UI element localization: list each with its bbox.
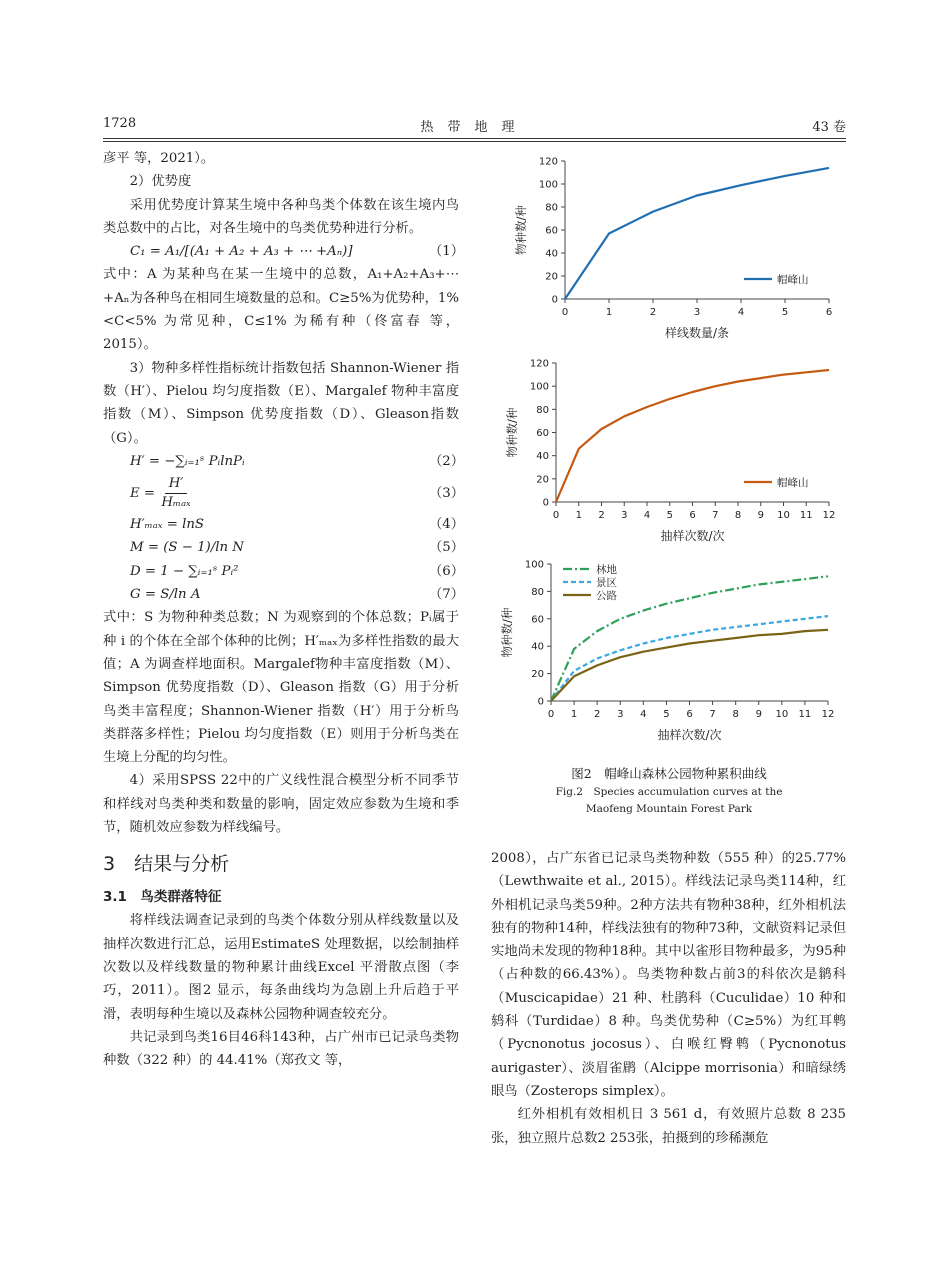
y-tick-label: 0: [542, 497, 549, 509]
y-tick-label: 60: [531, 614, 544, 626]
equation-3-fraction: [161, 475, 190, 512]
x-axis-title: 样线数量/条: [664, 326, 730, 340]
x-tick-label: 12: [821, 709, 835, 720]
equation-1-body: C₁ = A₁/[(A₁ + A₂ + A₃ + ⋯ +Aₙ)]: [130, 244, 353, 260]
y-axis-title: 物种数/种: [505, 407, 519, 458]
figure-caption-en-1: Fig.2 Species accumulation curves at the: [555, 786, 783, 798]
equation-5-body: M = (S − 1)/ln N: [130, 540, 244, 556]
x-tick-label: 5: [663, 709, 670, 720]
y-tick-label: 120: [538, 156, 558, 168]
y-tick-label: 80: [536, 404, 549, 416]
y-tick-label: 100: [538, 179, 558, 191]
equation-5-number: （5）: [429, 540, 465, 556]
x-axis-title: 抽样次数/次: [657, 728, 722, 742]
series-line-景区: [551, 616, 828, 701]
x-tick-label: 8: [732, 709, 739, 720]
equation-5: [103, 536, 465, 559]
chart-habitats: [491, 555, 847, 755]
equation-3: [103, 473, 465, 513]
equation-1: [103, 240, 465, 263]
equation-6: [103, 560, 465, 583]
chart-line-transects: [491, 150, 847, 350]
equation-2: [103, 450, 465, 473]
paragraph-where-1: 式中：A 为某种鸟在某一生境中的总数，A₁+A₂+A₃+⋯+Aₙ为各种鸟在相同生境数量的总和。C≥5%为优势种，1%<C<5% 为常见种，C≤1% 为稀有种（佟富春 等，2015）。: [103, 267, 459, 353]
legend-label: 帽峰山: [777, 477, 809, 489]
y-axis-title: 物种数/种: [514, 205, 528, 255]
x-tick-label: 11: [798, 709, 812, 720]
x-tick-label: 3: [621, 510, 628, 521]
x-tick-label: 6: [825, 307, 833, 318]
x-tick-label: 0: [552, 510, 560, 521]
y-tick-label: 60: [536, 428, 549, 439]
volume-label: 43 卷: [812, 120, 846, 135]
legend-label: 公路: [596, 590, 617, 602]
y-tick-label: 20: [536, 474, 549, 486]
paragraph-where-2: 式中：S 为物种种类总数；N 为观察到的个体总数；Pᵢ属于种 i 的个体在全部个体种的比例；H′ₘₐₓ为多样性指数的最大值；A 为调查样地面积。Margalef物种丰富度指数（M）、Simpson 优势度指数（D）、Gleason 指数（G）用于分析鸟类丰富程度；Shannon-Wiener 指数（H′）用于分析鸟类群落多样性；Pielou 均匀度指数（E）则用于分析鸟类在生境上分配的均匀性。: [103, 610, 459, 766]
equation-3-body: [130, 475, 193, 512]
section-heading-3: 3 结果与分析: [103, 853, 230, 876]
x-tick-label: 9: [755, 709, 762, 720]
paragraph-continued: 彦平 等，2021）。: [103, 151, 215, 166]
right-column: [491, 847, 846, 1150]
paragraph-right-1: 2008），占广东省已记录鸟类物种数（555 种）的25.77%（Lewthwaite et al., 2015）。样线法记录鸟类114种，红外相机记录鸟类59种。2种方法共有物种38种，红外相机法独有的物种14种，样线法独有的物种73种，文献资料记录但实地尚未发现的物种18种。其中以雀形目物种最多，为95种（占种数的66.43%）。鸟类物种数占前3的科依次是鹟科（Muscicapidae）21 种、杜鹃科（Cuculidae）10 种和鸫科（Turdidae）8 种。鸟类优势种（C≥5%）为红耳鹎（Pycnonotus jocosus）、白喉红臀鹎（Pycnonotus aurigaster）、淡眉雀鹛（Alcippe morrisonia）和暗绿绣眼鸟（Zosterops simplex）。: [491, 851, 846, 1099]
y-tick-label: 100: [524, 559, 544, 571]
x-tick-label: 4: [640, 709, 647, 720]
equation-7: [103, 583, 465, 606]
y-tick-label: 20: [531, 669, 544, 681]
x-axis-title: 抽样次数/次: [660, 529, 725, 543]
series-line-公路: [551, 630, 828, 701]
y-tick-label: 40: [545, 248, 558, 260]
series-line-林地: [551, 576, 828, 701]
header-rule: [103, 138, 846, 139]
equation-3-lhs: E =: [130, 485, 156, 501]
x-tick-label: 0: [561, 307, 569, 318]
equation-2-body: H′ = −∑ᵢ₌₁ˢ PᵢlnPᵢ: [130, 453, 245, 469]
y-tick-label: 0: [551, 294, 558, 306]
page-number: 1728: [103, 116, 137, 131]
x-tick-label: 2: [649, 307, 657, 318]
x-tick-label: 3: [693, 307, 701, 318]
x-tick-label: 1: [605, 307, 613, 318]
paragraph-right-2: 红外相机有效相机日 3 561 d，有效照片总数 8 235张，独立照片总数2 253张，拍摄到的珍稀濒危: [491, 1107, 846, 1146]
x-tick-label: 4: [737, 307, 745, 318]
x-tick-label: 2: [598, 510, 605, 521]
paragraph-dominance: 采用优势度计算某生境中各种鸟类个体数在该生境内鸟类总数中的占比，对各生境中的鸟类优势种进行分析。: [103, 197, 459, 236]
x-tick-label: 5: [666, 510, 673, 521]
legend-label: 景区: [596, 577, 617, 589]
x-tick-label: 2: [593, 709, 601, 720]
y-tick-label: 60: [545, 225, 558, 237]
x-tick-label: 0: [547, 709, 555, 720]
left-column: [103, 147, 465, 1072]
equation-2-number: （2）: [429, 453, 465, 469]
journal-title: 热带地理: [420, 120, 529, 135]
x-tick-label: 6: [686, 709, 693, 720]
figure-caption-zh: 图2 帽峰山森林公园物种累积曲线: [571, 766, 767, 781]
x-tick-label: 6: [689, 510, 696, 521]
x-tick-label: 7: [709, 709, 716, 720]
paragraph-results-1: 将样线法调查记录到的鸟类个体数分别从样线数量以及抽样次数进行汇总，运用EstimateS 处理数据，以绘制抽样次数以及样线数量的物种累计曲线Excel 平滑散点图（李巧，2011）。图2 显示，每条曲线均为急剧上升后趋于平滑，表明每种生境以及森林公园物种调查较充分。: [103, 913, 459, 1022]
equation-4: [103, 513, 465, 536]
equation-3-number: （3）: [429, 485, 465, 501]
x-tick-label: 3: [617, 709, 624, 720]
x-tick-label: 5: [781, 307, 789, 318]
x-tick-label: 11: [799, 510, 813, 521]
chart-sampling-times: [491, 350, 847, 550]
y-tick-label: 80: [531, 586, 544, 598]
paragraph-results-2: 共记录到鸟类16目46科143种，占广州市已记录鸟类物种数（322 种）的 44.41%（郑孜文 等，: [103, 1029, 459, 1069]
paragraph-diversity: 3）物种多样性指标统计指数包括 Shannon-Wiener 指数（H′）、Pielou 均匀度指数（E）、Margalef 物种丰富度指数（M）、Simpson 优势度指数（D）、Gleason指数（G）。: [103, 360, 459, 446]
equation-7-number: （7）: [429, 587, 465, 603]
x-tick-label: 12: [822, 510, 836, 521]
equation-4-number: （4）: [429, 517, 465, 533]
x-tick-label: 1: [575, 510, 582, 521]
x-tick-label: 10: [777, 510, 790, 521]
x-tick-label: 8: [734, 510, 742, 521]
y-tick-label: 100: [529, 381, 549, 393]
y-tick-label: 20: [545, 271, 558, 283]
equation-6-number: （6）: [429, 563, 465, 579]
paragraph-spss: 4）采用SPSS 22中的广义线性混合模型分析不同季节和样线对鸟类种类和数量的影响，固定效应参数为生境和季节，随机效应参数为样线编号。: [103, 773, 459, 836]
subsection-heading-3-1: 3.1 鸟类群落特征: [103, 889, 222, 906]
y-tick-label: 0: [537, 696, 544, 708]
legend-label: 林地: [596, 564, 617, 576]
header-rule-thin: [103, 141, 846, 142]
y-tick-label: 120: [529, 358, 549, 370]
equation-3-denominator: Hₘₐₓ: [161, 494, 191, 510]
x-tick-label: 9: [757, 510, 764, 521]
y-tick-label: 40: [531, 641, 544, 653]
item-heading-dominance: 2）优势度: [129, 174, 192, 190]
y-axis-title: 物种数/种: [500, 607, 514, 658]
x-tick-label: 10: [775, 709, 789, 720]
equation-4-body: H′ₘₐₓ = lnS: [130, 517, 205, 533]
equation-3-numerator: H′: [165, 475, 188, 494]
x-tick-label: 7: [712, 510, 719, 521]
x-tick-label: 1: [570, 709, 578, 720]
equation-1-number: （1）: [429, 244, 465, 260]
equation-7-body: G = S/ln A: [130, 587, 201, 603]
y-tick-label: 80: [545, 202, 558, 214]
y-tick-label: 40: [536, 451, 549, 463]
equation-6-body: D = 1 − ∑ᵢ₌₁ˢ Pᵢ²: [130, 563, 239, 579]
x-tick-label: 4: [643, 510, 651, 521]
legend-label: 帽峰山: [777, 274, 809, 286]
figure-caption: [491, 764, 847, 818]
figure-caption-en-2: Maofeng Mountain Forest Park: [585, 803, 753, 815]
running-header: [103, 116, 846, 138]
